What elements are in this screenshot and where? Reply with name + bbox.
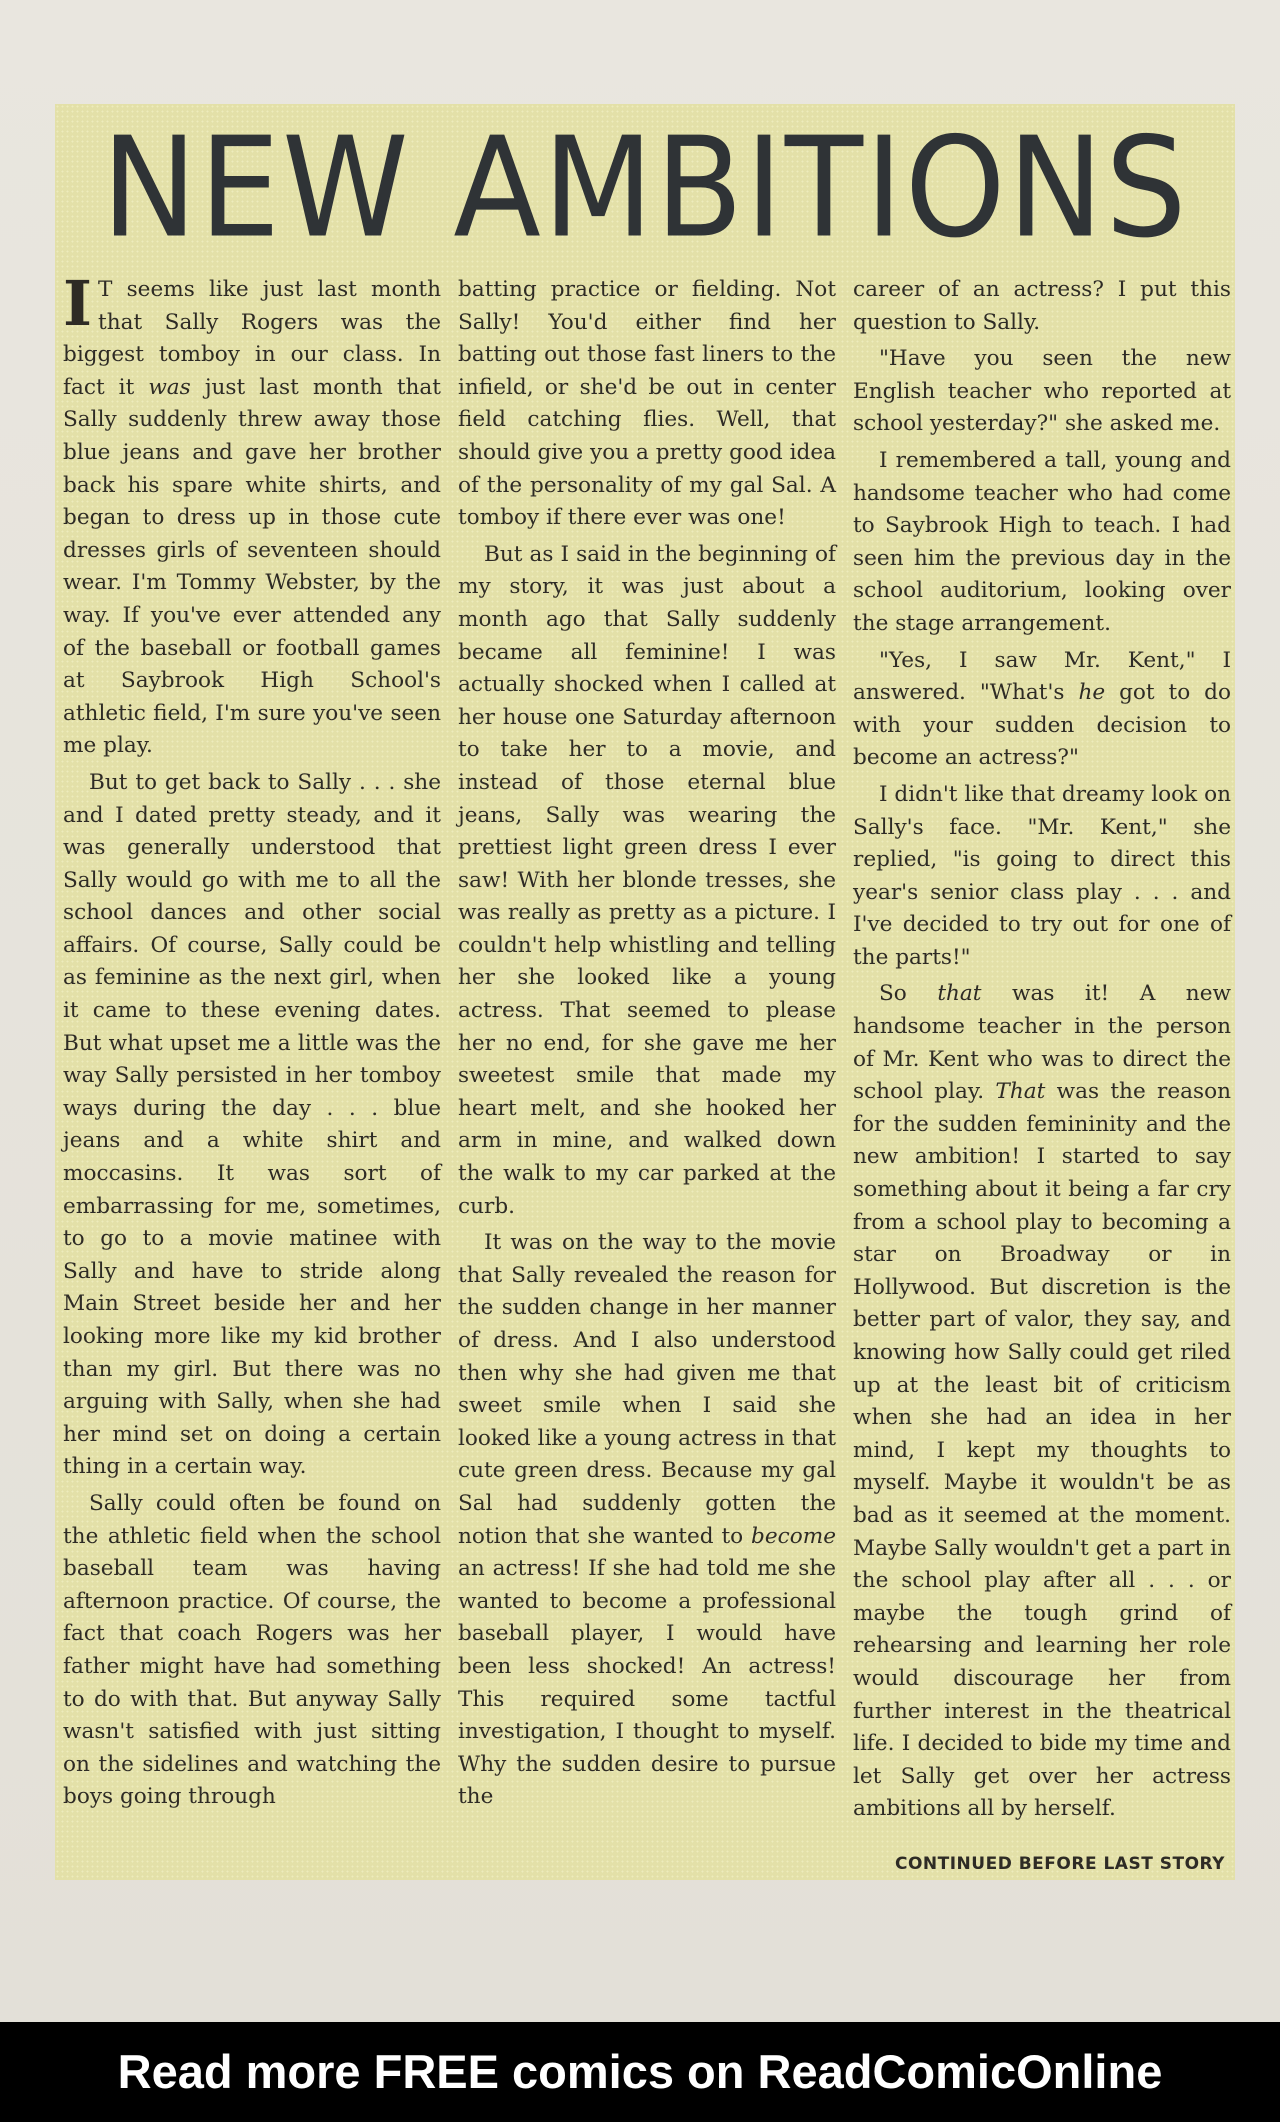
paragraph-text: was it! A new handsome teacher in the person of Mr. Kent who was to direct the school play. — [853, 981, 1231, 1105]
read-more-link[interactable]: Read more FREE comics on ReadComicOnline — [117, 2045, 1163, 2098]
paragraph: But to get back to Sally . . . she and I dated pretty steady, and it was generally understood that Sally would go with me to all the school dances and other social affairs. Of course, Sally could be as feminine as the next girl, when it came to these evening dates. But what upset me a little was the way Sally persisted in her tomboy ways during the day . . . blue jeans and a white shirt and moccasins. It was sort of embarrassing for me, sometimes, to go to a movie matinee with Sally and have to stride along Main Street beside her and her looking more like my kid brother than my girl. But there was no arguing with Sally, when she had her mind set on doing a certain thing in a certain way. — [63, 769, 441, 1480]
paragraph: Sally could often be found on the athletic field when the school baseball team was having afternoon practice. Of course, the fact that coach Rogers was her father might have had something to do with that. But anyway Sally wasn't satisfied with just sitting on the sidelines and watching the boys going through — [63, 1490, 441, 1810]
paragraph-text: just last month that Sally suddenly threw away those blue jeans and gave her brother back his spare white shirts, and began to dress up in those cute dresses girls of seventeen should wear. I'm Tommy Webster, by the way. If you've ever attended any of the baseball or football games at Saybrook High School's athletic field, I'm sure you've seen me play. — [63, 374, 441, 759]
paragraph-text: T seems like just last month that Sally Rogers was the biggest tomboy in our class. In fact it — [63, 277, 441, 400]
story-panel — [55, 104, 1235, 1880]
paragraph: But as I said in the beginning of my story, it was just about a month ago that Sally suddenly became all feminine! I was actually shocked when I called at her house one Saturday afternoon to take her to a movie, and instead of those eternal blue jeans, Sally was wearing the prettiest light green dress I ever saw! With her blonde tresses, she was really as pretty as a picture. I couldn't help whistling and telling her she looked like a young actress. That seemed to please her no end, for she gave me her sweetest smile that made my heart melt, and she hooked her arm in mine, and walked down the walk to my car parked at the curb. — [458, 541, 836, 1219]
continued-note: CONTINUED BEFORE LAST STORY — [894, 1854, 1225, 1874]
paragraph — [853, 978, 1231, 1825]
story-title: NEW AMBITIONS — [101, 108, 1189, 269]
paragraph-text: So — [879, 981, 907, 1007]
emphasis-text: become — [751, 1523, 836, 1549]
paragraph-text: an actress! If she had told me she wanted to become a professional baseball player, I would have been less shocked! An actress! This required some tactful investigation, I thought to myself. Why the sudden desire to pursue the — [458, 1556, 836, 1810]
emphasis-text: That — [995, 1079, 1046, 1105]
drop-cap: I — [63, 267, 93, 340]
paragraph-text: "Yes, I saw Mr. Kent," I answered. "What's — [853, 647, 1231, 706]
text-column-1 — [61, 267, 443, 1814]
paragraph — [853, 645, 1231, 775]
paragraph-text: It was on the way to the movie that Sally revealed the reason for the sudden change in her manner of dress. And I also understood then why she had given me that sweet smile when I said she looked like a young actress in that cute green dress. Because my gal Sal had suddenly gotten the notion that she wanted to — [458, 1230, 836, 1549]
emphasis-text: he — [1078, 680, 1106, 706]
paragraph: I remembered a tall, young and handsome teacher who had come to Saybrook High to teach. I had seen him the previous day in the school auditorium, looking over the stage arrangement. — [853, 447, 1231, 636]
footer-banner — [0, 2022, 1280, 2122]
paragraph-text: was the reason for the sudden femininity and the new ambition! I started to say something about it being a far cry from a school play to becoming a star on Broadway or in Hollywood. But discretion is the better part of valor, they say, and knowing how Sally could get riled up at the least bit of criticism when she had an idea in her mind, I kept my thoughts to myself. Maybe it wouldn't be as bad as it seemed at the moment. Maybe Sally wouldn't get a part in the school play after all . . . or maybe the tough grind of rehearsing and learning her role would discourage her from further interest in the theatrical life. I decided to bide my time and let Sally get over her actress ambitions all by herself. — [853, 1079, 1231, 1822]
text-column-2 — [456, 274, 838, 1814]
paragraph — [458, 1227, 836, 1814]
paragraph-text: got to do with your sudden decision to become an actress?" — [853, 680, 1231, 771]
paragraph: "Have you seen the new English teacher who reported at school yesterday?" she asked me. — [853, 346, 1231, 437]
text-columns — [61, 267, 1233, 1822]
paragraph — [63, 267, 441, 763]
emphasis-text: was — [148, 374, 191, 400]
emphasis-text: that — [937, 981, 982, 1007]
paragraph: career of an actress? I put this question to Sally. — [853, 277, 1231, 335]
paragraph: I didn't like that dreamy look on Sally's face. "Mr. Kent," she replied, "is going to direct this year's senior class play . . . and I've decided to try out for one of the parts!" — [853, 781, 1231, 970]
paragraph: batting practice or fielding. Not Sally! You'd either find her batting out those fast liners to the infield, or she'd be out in center field catching flies. Well, that should give you a pretty good idea of the personality of my gal Sal. A tomboy if there ever was one! — [458, 277, 837, 531]
text-column-3 — [851, 274, 1233, 1822]
